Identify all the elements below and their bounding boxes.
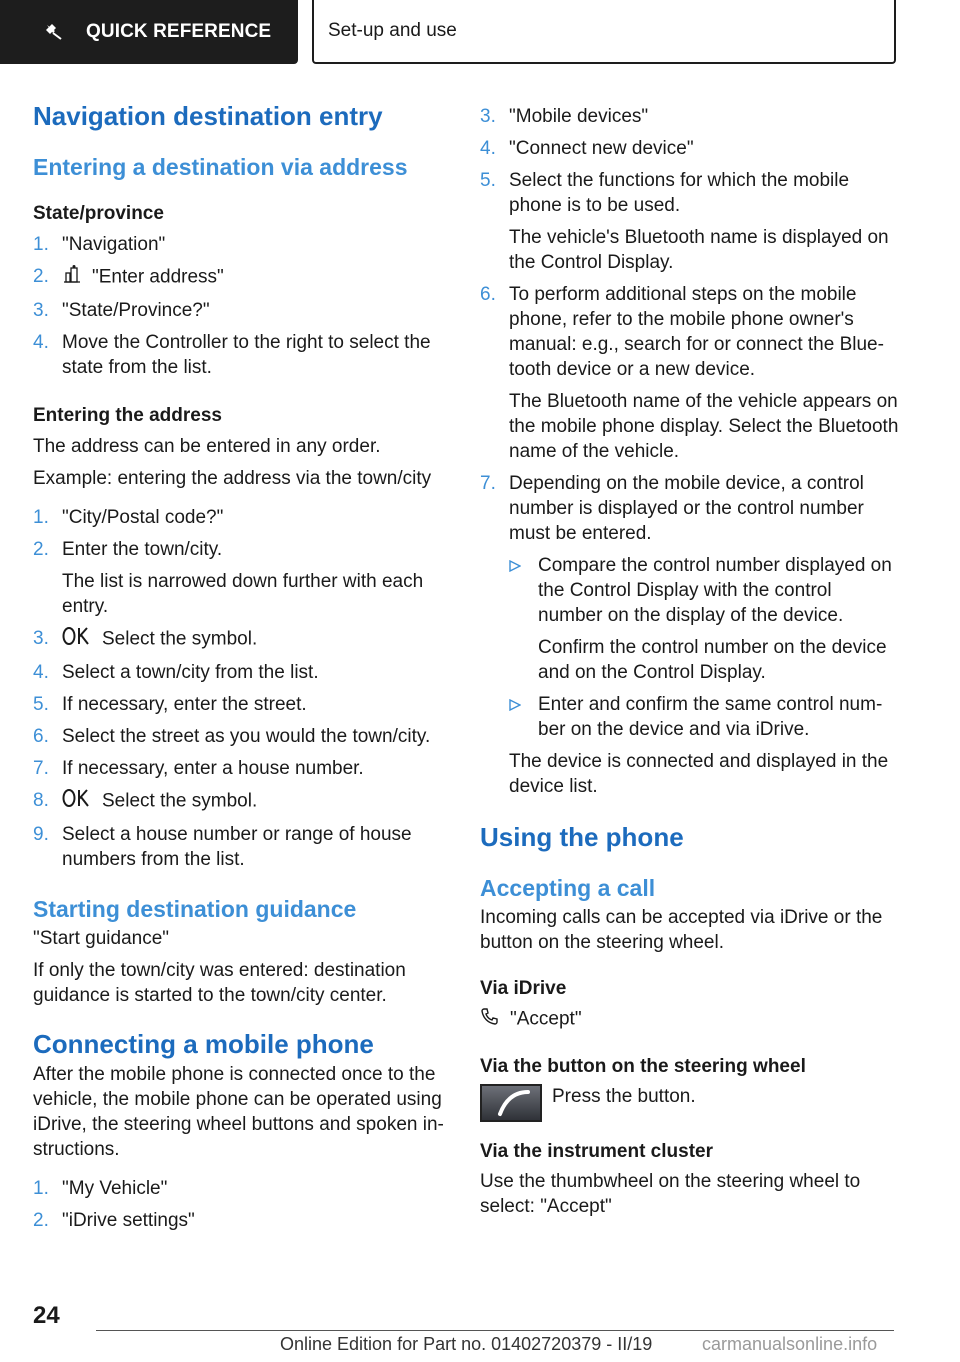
addr-step-6: 6. Select the street as you would the town/city. — [33, 726, 431, 747]
mobile-step-5: 5. Select the functions for which the mobile phone is to be used. — [480, 170, 850, 216]
triangle-bullet-icon — [509, 560, 521, 572]
state-step-4: 4. Move the Controller to the right to select the state from the list. — [33, 332, 431, 378]
text-any-order: The address can be entered in any order. — [33, 436, 381, 457]
section-title: Set-up and use — [312, 0, 896, 64]
heading-using-phone: Using the phone — [480, 822, 684, 852]
heading-via-wheel-button: Via the button on the steering wheel — [480, 1056, 806, 1077]
page-number: 24 — [33, 1302, 60, 1329]
triangle-bullet-icon — [509, 699, 521, 711]
phone-icon — [480, 1006, 500, 1033]
step-7-bullet-2: Enter and confirm the same control number on the device and via iDrive. — [480, 692, 900, 742]
addr-step-2: 2. Enter the town/city. — [33, 539, 223, 560]
heading-navigation-entry: Navigation destination entry — [33, 101, 383, 131]
addr-step-7: 7. If necessary, enter a house number. — [33, 758, 364, 779]
state-step-1: 1. "Navigation" — [33, 234, 166, 255]
text-example: Example: entering the address via the town/city — [33, 468, 432, 489]
addr-step-4: 4. Select a town/city from the list. — [33, 662, 319, 683]
quick-reference-label: QUICK REFERENCE — [86, 21, 272, 42]
mobile-step-7: 7. Depending on the mobile device, a control number is displayed or the control number must be entered. — [480, 473, 864, 544]
addr-step-3: 3. Select the symbol. — [33, 626, 446, 653]
mobile-step-6: 6. To perform additional steps on the mobile phone, refer to the mobile phone owner's manual: e.g., search for or connect the Bluetooth device or a new device. — [480, 284, 884, 380]
footer-divider — [96, 1330, 894, 1331]
right-column — [480, 104, 900, 1219]
footer-edition: Online Edition for Part no. 01402720379 - II/19 — [280, 1334, 653, 1354]
enter-address-icon — [62, 264, 82, 291]
ok-symbol-icon — [62, 788, 92, 815]
heading-connecting-mobile: Connecting a mobile phone — [33, 1029, 374, 1059]
mobile-step-2: 2. "iDrive settings" — [33, 1210, 195, 1231]
steering-wheel-phone-button — [480, 1084, 542, 1122]
mobile-step-3: 3. "Mobile devices" — [480, 106, 649, 127]
text-accept-intro: Incoming calls can be accepted via iDrive or the button on the steering wheel. — [480, 907, 883, 953]
addr-step-2-note: The list is narrowed down further with each entry. — [62, 571, 424, 617]
text-mobile-intro: After the mobile phone is connected once to the vehicle, the mobile phone can be operated using iDrive, the steering wheel buttons and spoken instructions. — [33, 1064, 444, 1160]
pin-icon — [44, 22, 64, 42]
state-step-3: 3. "State/Province?" — [33, 300, 210, 321]
step-7-bullet-1-note: Confirm the control number on the device and on the Control Display. — [538, 637, 887, 683]
heading-state-province: State/province — [33, 203, 164, 224]
footer-watermark: carmanualsonline.info — [702, 1334, 878, 1354]
step-7-bullet-1: Compare the control number displayed on the Control Display with the control number on the display of the device. — [480, 553, 900, 628]
mobile-step-6-note: The Bluetooth name of the vehicle appears on the mobile phone display. Select the Bluetooth name of the vehicle. — [509, 391, 899, 462]
heading-start-guidance: Starting destination guidance — [33, 896, 357, 922]
heading-via-idrive: Via iDrive — [480, 978, 567, 999]
addr-step-5: 5. If necessary, enter the street. — [33, 694, 307, 715]
addr-step-8: 8. Select the symbol. — [33, 788, 446, 815]
mobile-step-4: 4. "Connect new device" — [480, 138, 694, 159]
text-town-only: If only the town/city was entered: destination guidance is started to the town/city center. — [33, 960, 406, 1006]
mobile-step-5-note: The vehicle's Bluetooth name is displayed on the Control Display. — [509, 227, 889, 273]
addr-step-1: 1. "City/Postal code?" — [33, 507, 224, 528]
quick-reference-tab[interactable] — [0, 0, 298, 64]
text-press-button: Press the button. — [480, 1084, 900, 1122]
handset-icon — [482, 1086, 540, 1120]
left-column — [33, 100, 446, 1233]
text-thumbwheel: Use the thumbwheel on the steering wheel to select: "Accept" — [480, 1171, 861, 1217]
text-start-guidance: "Start guidance" — [33, 928, 170, 949]
ok-symbol-icon — [62, 626, 92, 653]
addr-step-9: 9. Select a house number or range of house numbers from the list. — [33, 824, 412, 870]
mobile-step-7-note: The device is connected and displayed in the device list. — [509, 751, 889, 797]
heading-via-cluster: Via the instrument cluster — [480, 1141, 713, 1162]
state-step-2: 2. "Enter address" — [33, 264, 446, 291]
text-accept-label: "Accept" — [480, 1006, 900, 1033]
heading-address-entry: Entering a destination via address — [33, 154, 408, 180]
heading-accepting-call: Accepting a call — [480, 875, 656, 901]
heading-entering-address: Entering the address — [33, 405, 222, 426]
mobile-step-1: 1. "My Vehicle" — [33, 1178, 168, 1199]
